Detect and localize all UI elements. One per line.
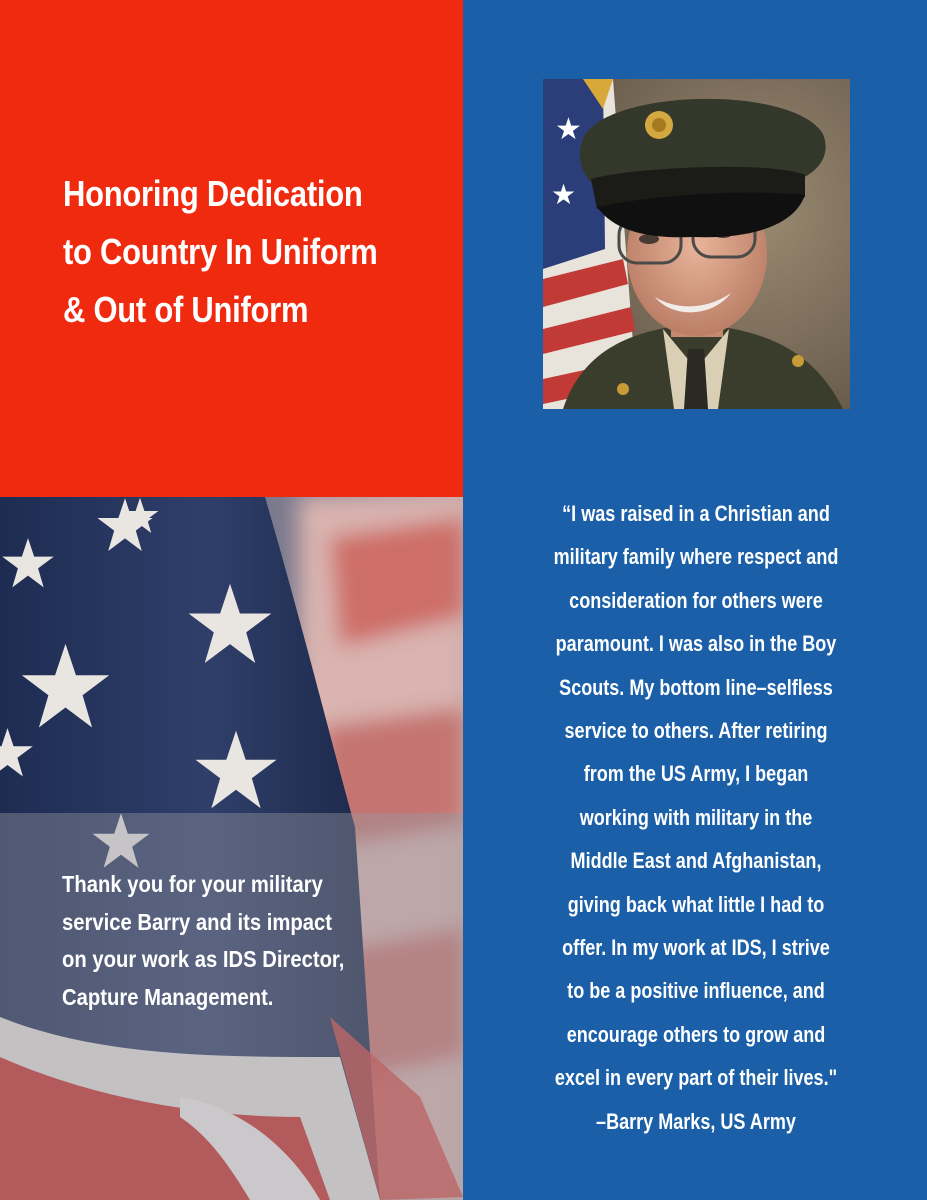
thank-you-message: [62, 866, 442, 1016]
quote-line: working with military in the: [579, 804, 813, 830]
quote-line: “I was raised in a Christian and: [562, 501, 830, 526]
quote-line: Middle East and Afghanistan,: [570, 848, 822, 874]
thanks-line: Thank you for your military: [62, 871, 323, 897]
title-line: & Out of Uniform: [63, 289, 309, 330]
quote-line: military family where respect and: [553, 544, 839, 570]
flag-photo-panel: [0, 497, 463, 1200]
thanks-line: on your work as IDS Director,: [62, 946, 345, 972]
thanks-line: Capture Management.: [62, 983, 274, 1010]
quote-line: excel in every part of their lives.": [554, 1065, 838, 1091]
soldier-portrait-image: [543, 79, 850, 409]
svg-text:★: ★: [551, 178, 577, 211]
barry-quote: [503, 492, 889, 1143]
quote-line: encourage others to grow and: [566, 1021, 826, 1047]
quote-line: to be a positive influence, and: [567, 978, 825, 1004]
svg-text:★: ★: [555, 112, 582, 147]
quote-line: giving back what little I had to: [567, 891, 825, 917]
thanks-line: service Barry and its impact: [62, 908, 333, 935]
quote-attribution: –Barry Marks, US Army: [596, 1108, 796, 1134]
title-line: Honoring Dedication: [63, 173, 363, 214]
page-title: [63, 165, 390, 339]
quote-line: from the US Army, I began: [583, 761, 809, 787]
title-line: to Country In Uniform: [63, 231, 378, 272]
quote-line: paramount. I was also in the Boy: [555, 631, 837, 657]
quote-line: offer. In my work at IDS, I strive: [562, 935, 830, 961]
quote-line: Scouts. My bottom line–selfless: [559, 674, 833, 700]
quote-line: consideration for others were: [569, 587, 823, 613]
quote-line: service to others. After retiring: [564, 718, 828, 744]
